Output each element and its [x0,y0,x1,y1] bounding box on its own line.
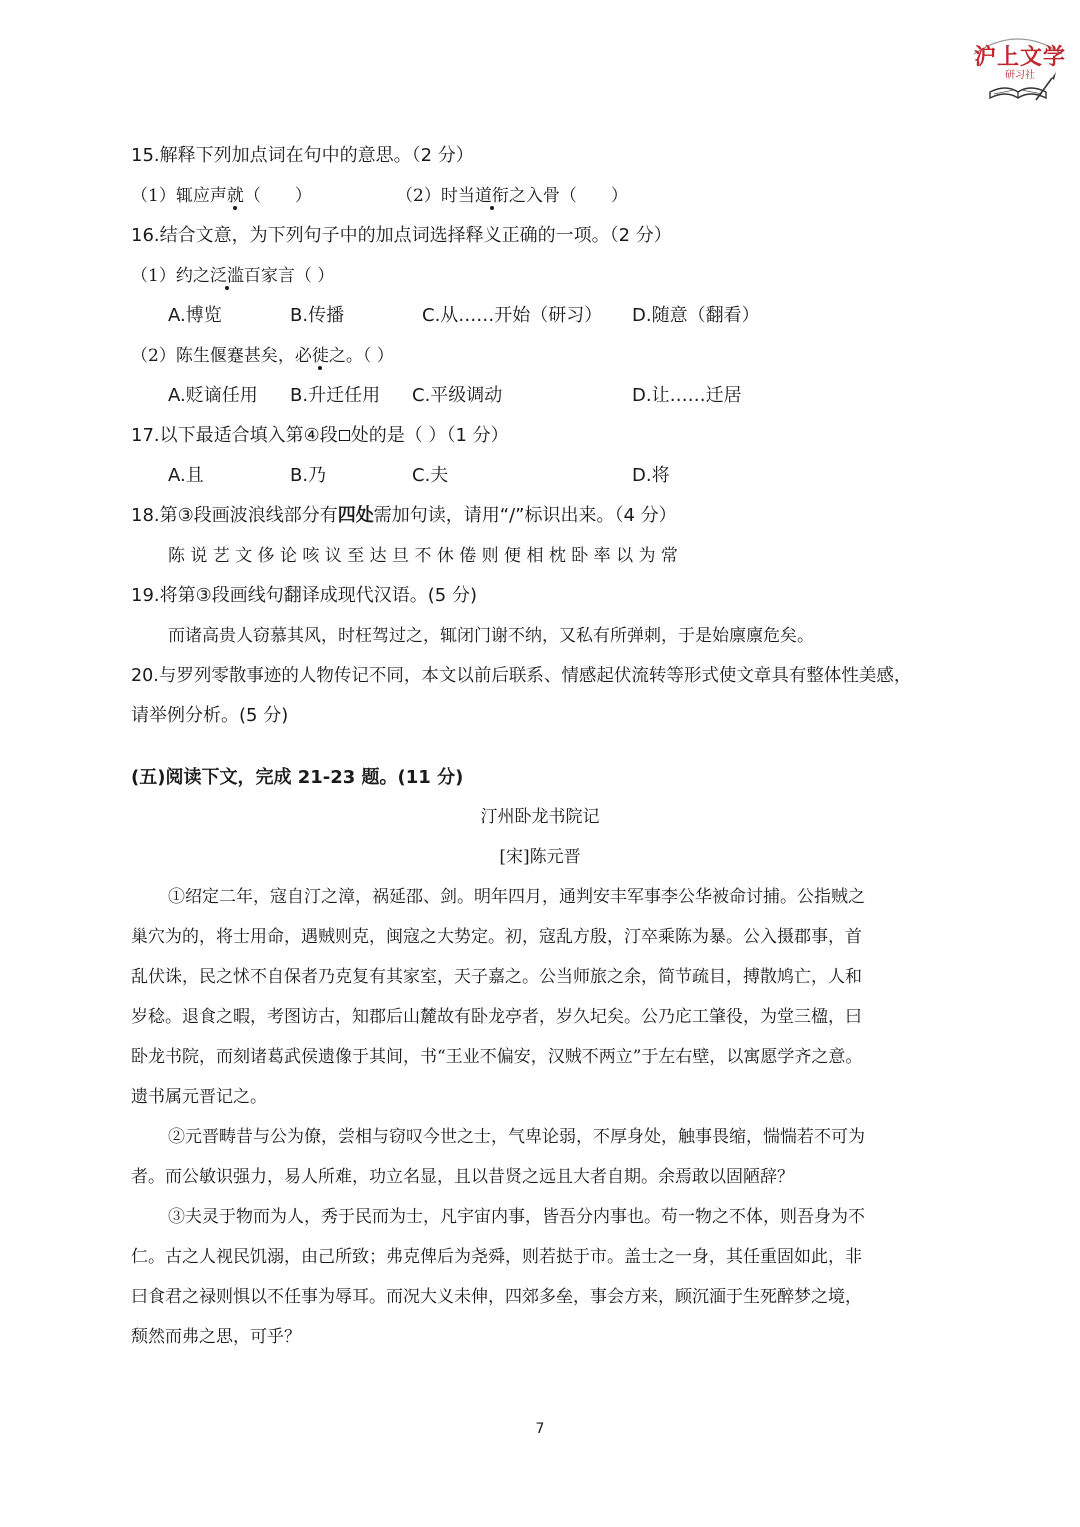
q16-s2-pre: （2）陈生偃蹇甚矣，必 [131,346,312,366]
q17-option-d: D.将 [632,465,670,486]
q15-item1-pre: （1）辄应声 [131,186,227,206]
p3-line-2: 仁。古之人视民饥溺，由己所致；弗克俾后为尧舜，则若挞于市。盖士之一身，其任重固如此，非 [131,1247,862,1267]
q18-title-pre: 18.第③段画波浪线部分有 [131,505,338,526]
q16-s2-option-a: A.贬谪任用 [168,385,258,406]
q16-s1-post: 百家言（ ） [243,266,335,286]
q16-s1-option-c: C.从……开始（研习） [422,305,603,326]
p3-line-4: 颓然而弗之思，可乎？ [131,1327,301,1347]
q15-item1-blank: （ ） [243,186,312,206]
q17-option-b: B.乃 [290,465,327,486]
q18-title [131,504,677,528]
q16-s2-option-c: C.平级调动 [412,385,503,406]
blank-box-icon [339,430,350,441]
q16-sentence-2 [131,344,394,368]
p2-line-1: ②元晋畴昔与公为僚，尝相与窃叹今世之士，气卑论弱，不厚身处，触事畏缩，惴惴若不可为 [168,1127,865,1147]
article-author: [宋]陈元晋 [499,847,581,867]
q18-text: 陈 说 艺 文 侈 论 咳 议 至 达 旦 不 休 倦 则 便 相 枕 卧 率 以 为 常 [168,546,678,566]
q19-text: 而诸高贵人窃慕其风，时枉驾过之，辄闭门谢不纳，又私有所弹刺，于是始廪廪危矣。 [168,626,814,646]
q16-sentence-1 [131,264,334,288]
logo-subtitle: 研习社 [1005,70,1035,81]
q17-option-a: A.且 [168,465,204,486]
q15-item2-dotted: 道衔 [474,186,509,206]
p1-line-5: 卧龙书院，而刻诸葛武侯遗像于其间，书“王业不偏安，汉贼不两立”于左右壁，以寓愿学齐之意。 [131,1047,863,1067]
q16-s2-option-d: D.让……迁居 [632,385,742,406]
q16-s2-post: 之。（ ） [328,346,394,366]
p1-line-2: 巢穴为的，将士用命，遇贼则克，闽寇之大势定。初，寇乱方殷，汀卒乘陈为暴。公入摄郡事，首 [131,927,862,947]
q17-title-pre: 17.以下最适合填入第④段 [131,425,338,446]
q17-option-c: C.夫 [412,465,449,486]
q16-s1-option-b: B.传播 [290,305,345,326]
q17-title-post: 处的是（ ）（1 分） [350,425,509,446]
q16-s2-dotted: 徙 [311,346,329,366]
q20-line-2: 请举例分析。(5 分) [131,705,289,726]
q15-item-1 [131,184,312,208]
q15-title: 15.解释下列加点词在句中的意思。（2 分） [131,145,474,166]
q19-title: 19.将第③段画线句翻译成现代汉语。(5 分) [131,585,477,606]
p3-line-3: 曰食君之禄则惧以不任事为辱耳。而况大义未伸，四郊多垒，事会方来，顾沉湎于生死醉梦之境， [131,1287,862,1307]
p2-line-2: 者。而公敏识强力，易人所难，功立名显，且以昔贤之远且大者自期。余焉敢以固陋辞？ [131,1167,794,1187]
q18-title-bold: 四处 [337,505,374,526]
p1-line-4: 岁稔。退食之暇，考图访古，知郡后山麓故有卧龙亭者，岁久圮矣。公乃庀工肇役，为堂三楹，曰 [131,1007,862,1027]
logo [966,28,1070,104]
q16-title: 16.结合文意，为下列句子中的加点词选择释义正确的一项。（2 分） [131,225,672,246]
q16-s2-option-b: B.升迁任用 [290,385,381,406]
q17-title [131,424,509,448]
logo-title: 沪上文学 [973,44,1066,70]
q16-s1-option-d: D.随意（翻看） [632,305,760,326]
p3-line-1: ③夫灵于物而为人，秀于民而为士，凡宇宙内事，皆吾分内事也。苟一物之不体，则吾身为不 [168,1207,865,1227]
q16-s1-dotted: 泛滥 [209,266,244,286]
q16-s1-pre: （1）约之 [131,266,210,286]
page-number: 7 [535,1421,545,1437]
q16-s1-option-a: A.博览 [168,305,222,326]
q18-title-post: 需加句读，请用“/”标识出来。（4 分） [373,505,677,526]
p1-line-6: 遗书属元晋记之。 [131,1087,267,1107]
p1-line-1: ①绍定二年，寇自汀之漳，祸延邵、剑。明年四月，通判安丰军事李公华被命讨捕。公指贼之 [168,887,865,907]
article-title: 汀州卧龙书院记 [480,807,600,827]
q15-item1-dotted: 就 [226,186,244,206]
q15-item-2 [396,184,628,208]
q15-item2-pre: （2）时当 [396,186,475,206]
section5-heading: (五)阅读下文，完成 21-23 题。(11 分) [131,767,464,788]
q15-item2-post: 之入骨（ ） [508,186,628,206]
p1-line-3: 乱伏诛，民之怵不自保者乃克复有其家室，天子嘉之。公当师旅之余，简节疏目，搏散鸠亡，人和 [131,967,862,987]
q20-line-1: 20.与罗列零散事迹的人物传记不同，本文以前后联系、情感起伏流转等形式使文章具有整体性美感， [131,666,912,686]
